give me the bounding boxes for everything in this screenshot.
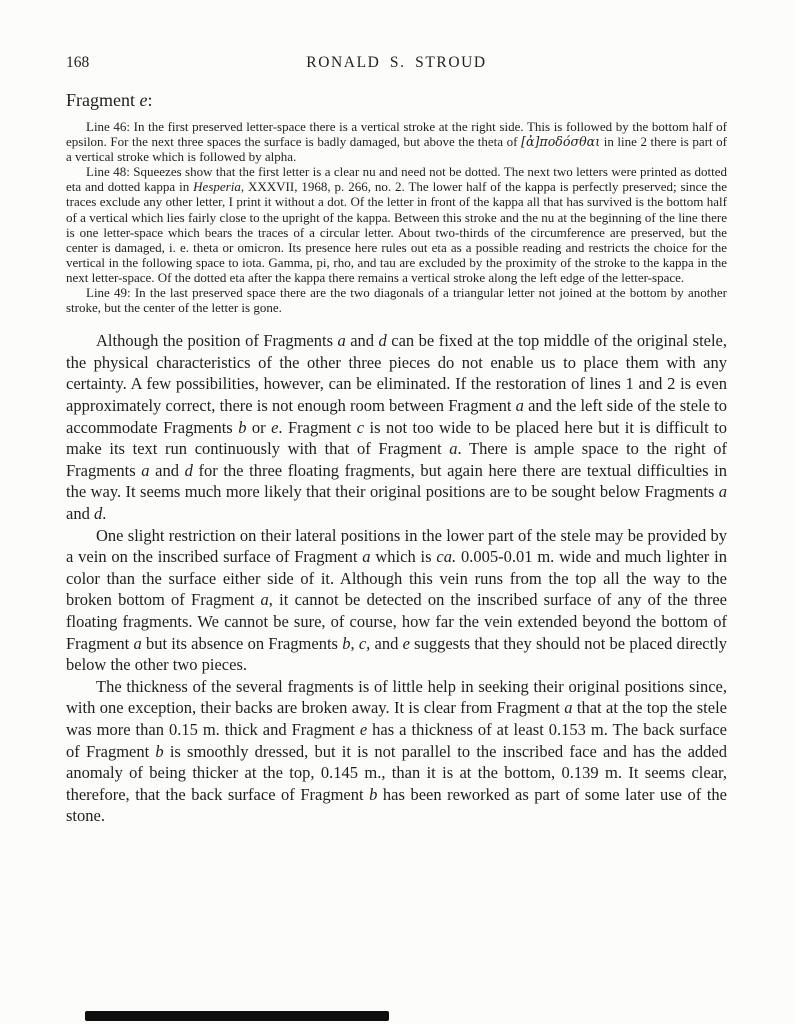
body-paragraph-thickness: The thickness of the several fragments is of little help in seeking their original positions since, with one exception, their backs are broken away. It is clear from Fragment a that at the top the stele was more than 0.15 m. thick and Fragment e has a thickness of at least 0.153 m. The back surface of Fragment b is smoothly dressed, but it is not parallel to the inscribed face and has the added anomaly of being thicker at the top, 0.145 m., than it is at the bottom, 0.139 m. It seems clear, therefore, that the back surface of Fragment b has been reworked as part of some later use of the stone. [66, 676, 727, 826]
epigraphic-commentary [66, 119, 727, 315]
scan-artifact-bar [85, 1011, 389, 1021]
page-number: 168 [66, 54, 90, 71]
body-paragraph-vein: One slight restriction on their lateral positions in the lower part of the stele may be provided by a vein on the inscribed surface of Fragment a which is ca. 0.005-0.01 m. wide and much lighter in color than the surface either side of it. Although this vein runs from the top all the way to the broken bottom of Fragment a, it cannot be detected on the inscribed surface of any of the three floating fragments. We cannot be sure, of course, how far the vein extended beyond the bottom of Fragment a but its absence on Fragments b, c, and e suggests that they should not be placed directly below the other two pieces. [66, 525, 728, 675]
running-head-author: RONALD S. STROUD [306, 54, 487, 71]
body-paragraph-placement: Although the position of Fragments a and d can be fixed at the top middle of the original stele, the physical characteristics of the other three pieces do not enable us to place them with any certainty. A few possibilities, however, can be eliminated. If the restoration of lines 1 and 2 is even approximately correct, there is not enough room between Fragment a and the left side of the stele to accommodate Fragments b or e. Fragment c is not too wide to be placed here but it is difficult to make its text run continuously with that of Fragment a. There is ample space to the right of Fragments a and d for the three floating fragments, but again here there are textual difficulties in the way. It seems much more likely that their original positions are to be sought below Fragments a and d. [66, 331, 728, 523]
page-header [66, 54, 727, 74]
commentary-paragraph-line-46: Line 46: In the first preserved letter-space there is a vertical stroke at the right side. This is followed by the bottom half of epsilon. For the next three spaces the surface is badly damaged, but above the theta of [ἀ]ποδόσθαι in line 2 there is part of a vertical stroke which is followed by alpha. [66, 119, 727, 165]
main-discussion-text [66, 330, 727, 827]
section-heading-fragment-e: Fragment e: [66, 90, 153, 110]
commentary-paragraph-line-48: Line 48: Squeezes show that the first letter is a clear nu and need not be dotted. The next two letters were printed as dotted eta and dotted kappa in Hesperia, XXXVII, 1968, p. 266, no. 2. The lower half of the kappa is perfectly preserved; since the traces exclude any other letter, I print it without a dot. Of the letter in front of the kappa all that has survived is the bottom half of a vertical which lies fairly close to the upright of the kappa. Between this stroke and the nu at the beginning of the line there is one letter-space which bears the traces of a circular letter. About two-thirds of the circumference are preserved, but the center is damaged, i. e. theta or omicron. Its presence here rules out eta as a possible reading and restricts the choice for the vertical in the following space to iota. Gamma, pi, rho, and tau are excluded by the proximity of the stroke to the kappa in the next letter-space. Of the dotted eta after the kappa there remains a vertical stroke along the left edge of the letter-space. [66, 164, 727, 285]
commentary-paragraph-line-49: Line 49: In the last preserved space there are the two diagonals of a triangular letter not joined at the bottom by another stroke, but the center of the letter is gone. [66, 285, 727, 316]
